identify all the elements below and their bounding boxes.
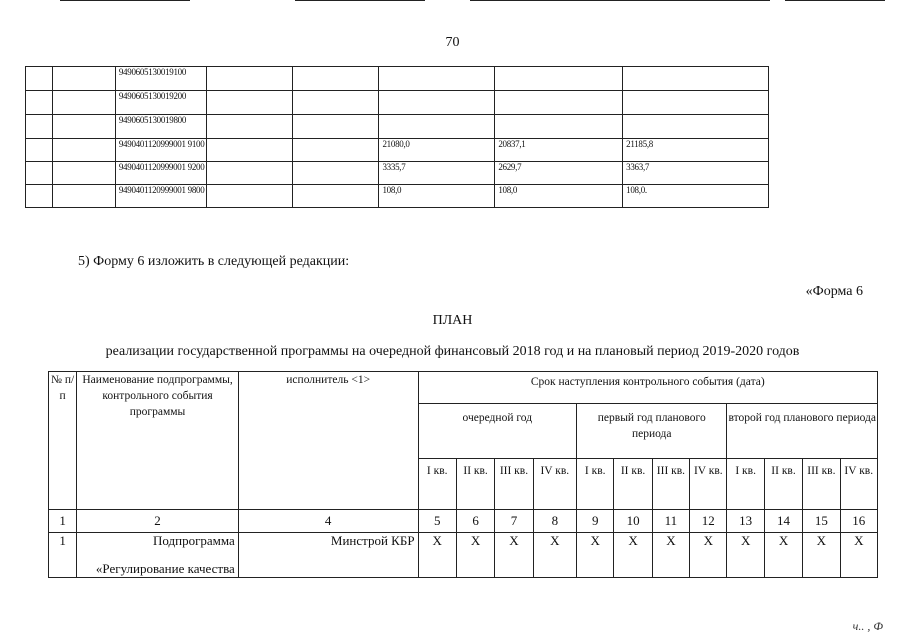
column-number: 4: [238, 510, 418, 533]
header-term: Срок наступления контрольного события (дата): [418, 372, 877, 404]
cell-code: 9490605130019800: [115, 115, 206, 139]
cell-empty: [292, 115, 379, 139]
header-year-current: очередной год: [418, 404, 576, 459]
cell-empty: [292, 139, 379, 162]
cell-value-2: 2629,7: [495, 162, 623, 185]
cell-empty: [206, 162, 292, 185]
quarter-header: I кв.: [577, 459, 614, 510]
cell-value-3: 108,0.: [623, 185, 769, 208]
cell-value-1: [379, 67, 495, 91]
quarter-header: III кв.: [495, 459, 533, 510]
header-name: Наименование подпрограммы, контрольного события программы: [77, 372, 239, 510]
scan-line: [470, 0, 770, 1]
cell-value-3: 3363,7: [623, 162, 769, 185]
quarter-mark: X: [652, 533, 689, 578]
cell-empty: [292, 91, 379, 115]
table-row: [26, 67, 769, 91]
table-row: [26, 162, 769, 185]
header-executor: исполнитель <1>: [238, 372, 418, 510]
cell-value-1: [379, 115, 495, 139]
row-name: [77, 533, 239, 578]
cell-value-1: 108,0: [379, 185, 495, 208]
column-number: 5: [418, 510, 456, 533]
cell-empty: [26, 67, 53, 91]
scan-line: [785, 0, 885, 1]
quarter-mark: X: [577, 533, 614, 578]
cell-empty: [26, 115, 53, 139]
column-number: 8: [533, 510, 576, 533]
cell-value-2: [495, 67, 623, 91]
row-no: 1: [49, 533, 77, 578]
header-no: № п/п: [49, 372, 77, 510]
quarter-mark: X: [727, 533, 764, 578]
cell-empty: [52, 185, 115, 208]
column-number: 2: [77, 510, 239, 533]
cell-empty: [52, 67, 115, 91]
column-number: 14: [764, 510, 802, 533]
quarter-header: I кв.: [418, 459, 456, 510]
scan-line: [295, 0, 425, 1]
cell-value-2: 108,0: [495, 185, 623, 208]
cell-empty: [52, 139, 115, 162]
cell-empty: [206, 185, 292, 208]
cell-code: 9490605130019100: [115, 67, 206, 91]
header-year-plan-first: первый год планового периода: [577, 404, 727, 459]
quarter-header: I кв.: [727, 459, 764, 510]
form-label: «Форма 6: [805, 284, 863, 299]
cell-empty: [206, 67, 292, 91]
cell-empty: [292, 67, 379, 91]
quarter-mark: X: [764, 533, 802, 578]
quarter-mark: X: [418, 533, 456, 578]
column-number: 10: [614, 510, 652, 533]
quarter-header: IV кв.: [840, 459, 877, 510]
quarter-header: II кв.: [764, 459, 802, 510]
table-row: [26, 185, 769, 208]
quarter-mark: X: [803, 533, 840, 578]
quarter-header: II кв.: [456, 459, 494, 510]
cell-code: 9490401120999001 9200: [115, 162, 206, 185]
budget-code-table: [25, 66, 769, 208]
cell-value-1: [379, 91, 495, 115]
row-name-line2: «Регулирование качества: [95, 561, 235, 576]
cell-empty: [206, 115, 292, 139]
quarter-header: III кв.: [803, 459, 840, 510]
cell-value-1: 21080,0: [379, 139, 495, 162]
cell-empty: [52, 162, 115, 185]
scan-line: [60, 0, 190, 1]
row-name-line1: Подпрограмма: [152, 533, 235, 548]
column-number: 7: [495, 510, 533, 533]
cell-empty: [206, 139, 292, 162]
quarter-mark: X: [456, 533, 494, 578]
handwritten-mark: ч.. , Ф: [852, 619, 883, 633]
cell-empty: [26, 185, 53, 208]
cell-value-3: [623, 67, 769, 91]
quarter-mark: X: [495, 533, 533, 578]
plan-title: ПЛАН: [432, 313, 473, 328]
cell-code: 9490605130019200: [115, 91, 206, 115]
quarter-mark: X: [840, 533, 877, 578]
column-number: 12: [690, 510, 727, 533]
cell-empty: [26, 139, 53, 162]
quarter-header: III кв.: [652, 459, 689, 510]
column-number: 11: [652, 510, 689, 533]
cell-value-2: 20837,1: [495, 139, 623, 162]
cell-value-2: [495, 91, 623, 115]
column-number: 9: [577, 510, 614, 533]
plan-table: [48, 371, 878, 578]
cell-value-3: 21185,8: [623, 139, 769, 162]
cell-code: 9490401120999001 9800: [115, 185, 206, 208]
cell-empty: [52, 91, 115, 115]
column-number: 16: [840, 510, 877, 533]
cell-empty: [26, 91, 53, 115]
table-row: [26, 91, 769, 115]
cell-empty: [292, 185, 379, 208]
page-number: 70: [445, 35, 460, 50]
cell-empty: [292, 162, 379, 185]
column-number: 15: [803, 510, 840, 533]
table-row: [26, 115, 769, 139]
cell-value-3: [623, 115, 769, 139]
column-number: 6: [456, 510, 494, 533]
quarter-mark: X: [533, 533, 576, 578]
column-number: 13: [727, 510, 764, 533]
plan-subtitle: реализации государственной программы на очередной финансовый 2018 год и на плановый период 2019-2020 годов: [105, 344, 800, 359]
cell-empty: [52, 115, 115, 139]
quarter-mark: X: [614, 533, 652, 578]
instruction-text: 5) Форму 6 изложить в следующей редакции:: [78, 254, 350, 269]
cell-value-2: [495, 115, 623, 139]
cell-empty: [26, 162, 53, 185]
cell-empty: [206, 91, 292, 115]
cell-value-1: 3335,7: [379, 162, 495, 185]
header-year-plan-second: второй год планового периода: [727, 404, 878, 459]
quarter-header: II кв.: [614, 459, 652, 510]
column-number: 1: [49, 510, 77, 533]
row-executor: Минстрой КБР: [238, 533, 418, 578]
cell-code: 9490401120999001 9100: [115, 139, 206, 162]
quarter-header: IV кв.: [533, 459, 576, 510]
table-row: [26, 139, 769, 162]
quarter-header: IV кв.: [690, 459, 727, 510]
cell-value-3: [623, 91, 769, 115]
quarter-mark: X: [690, 533, 727, 578]
